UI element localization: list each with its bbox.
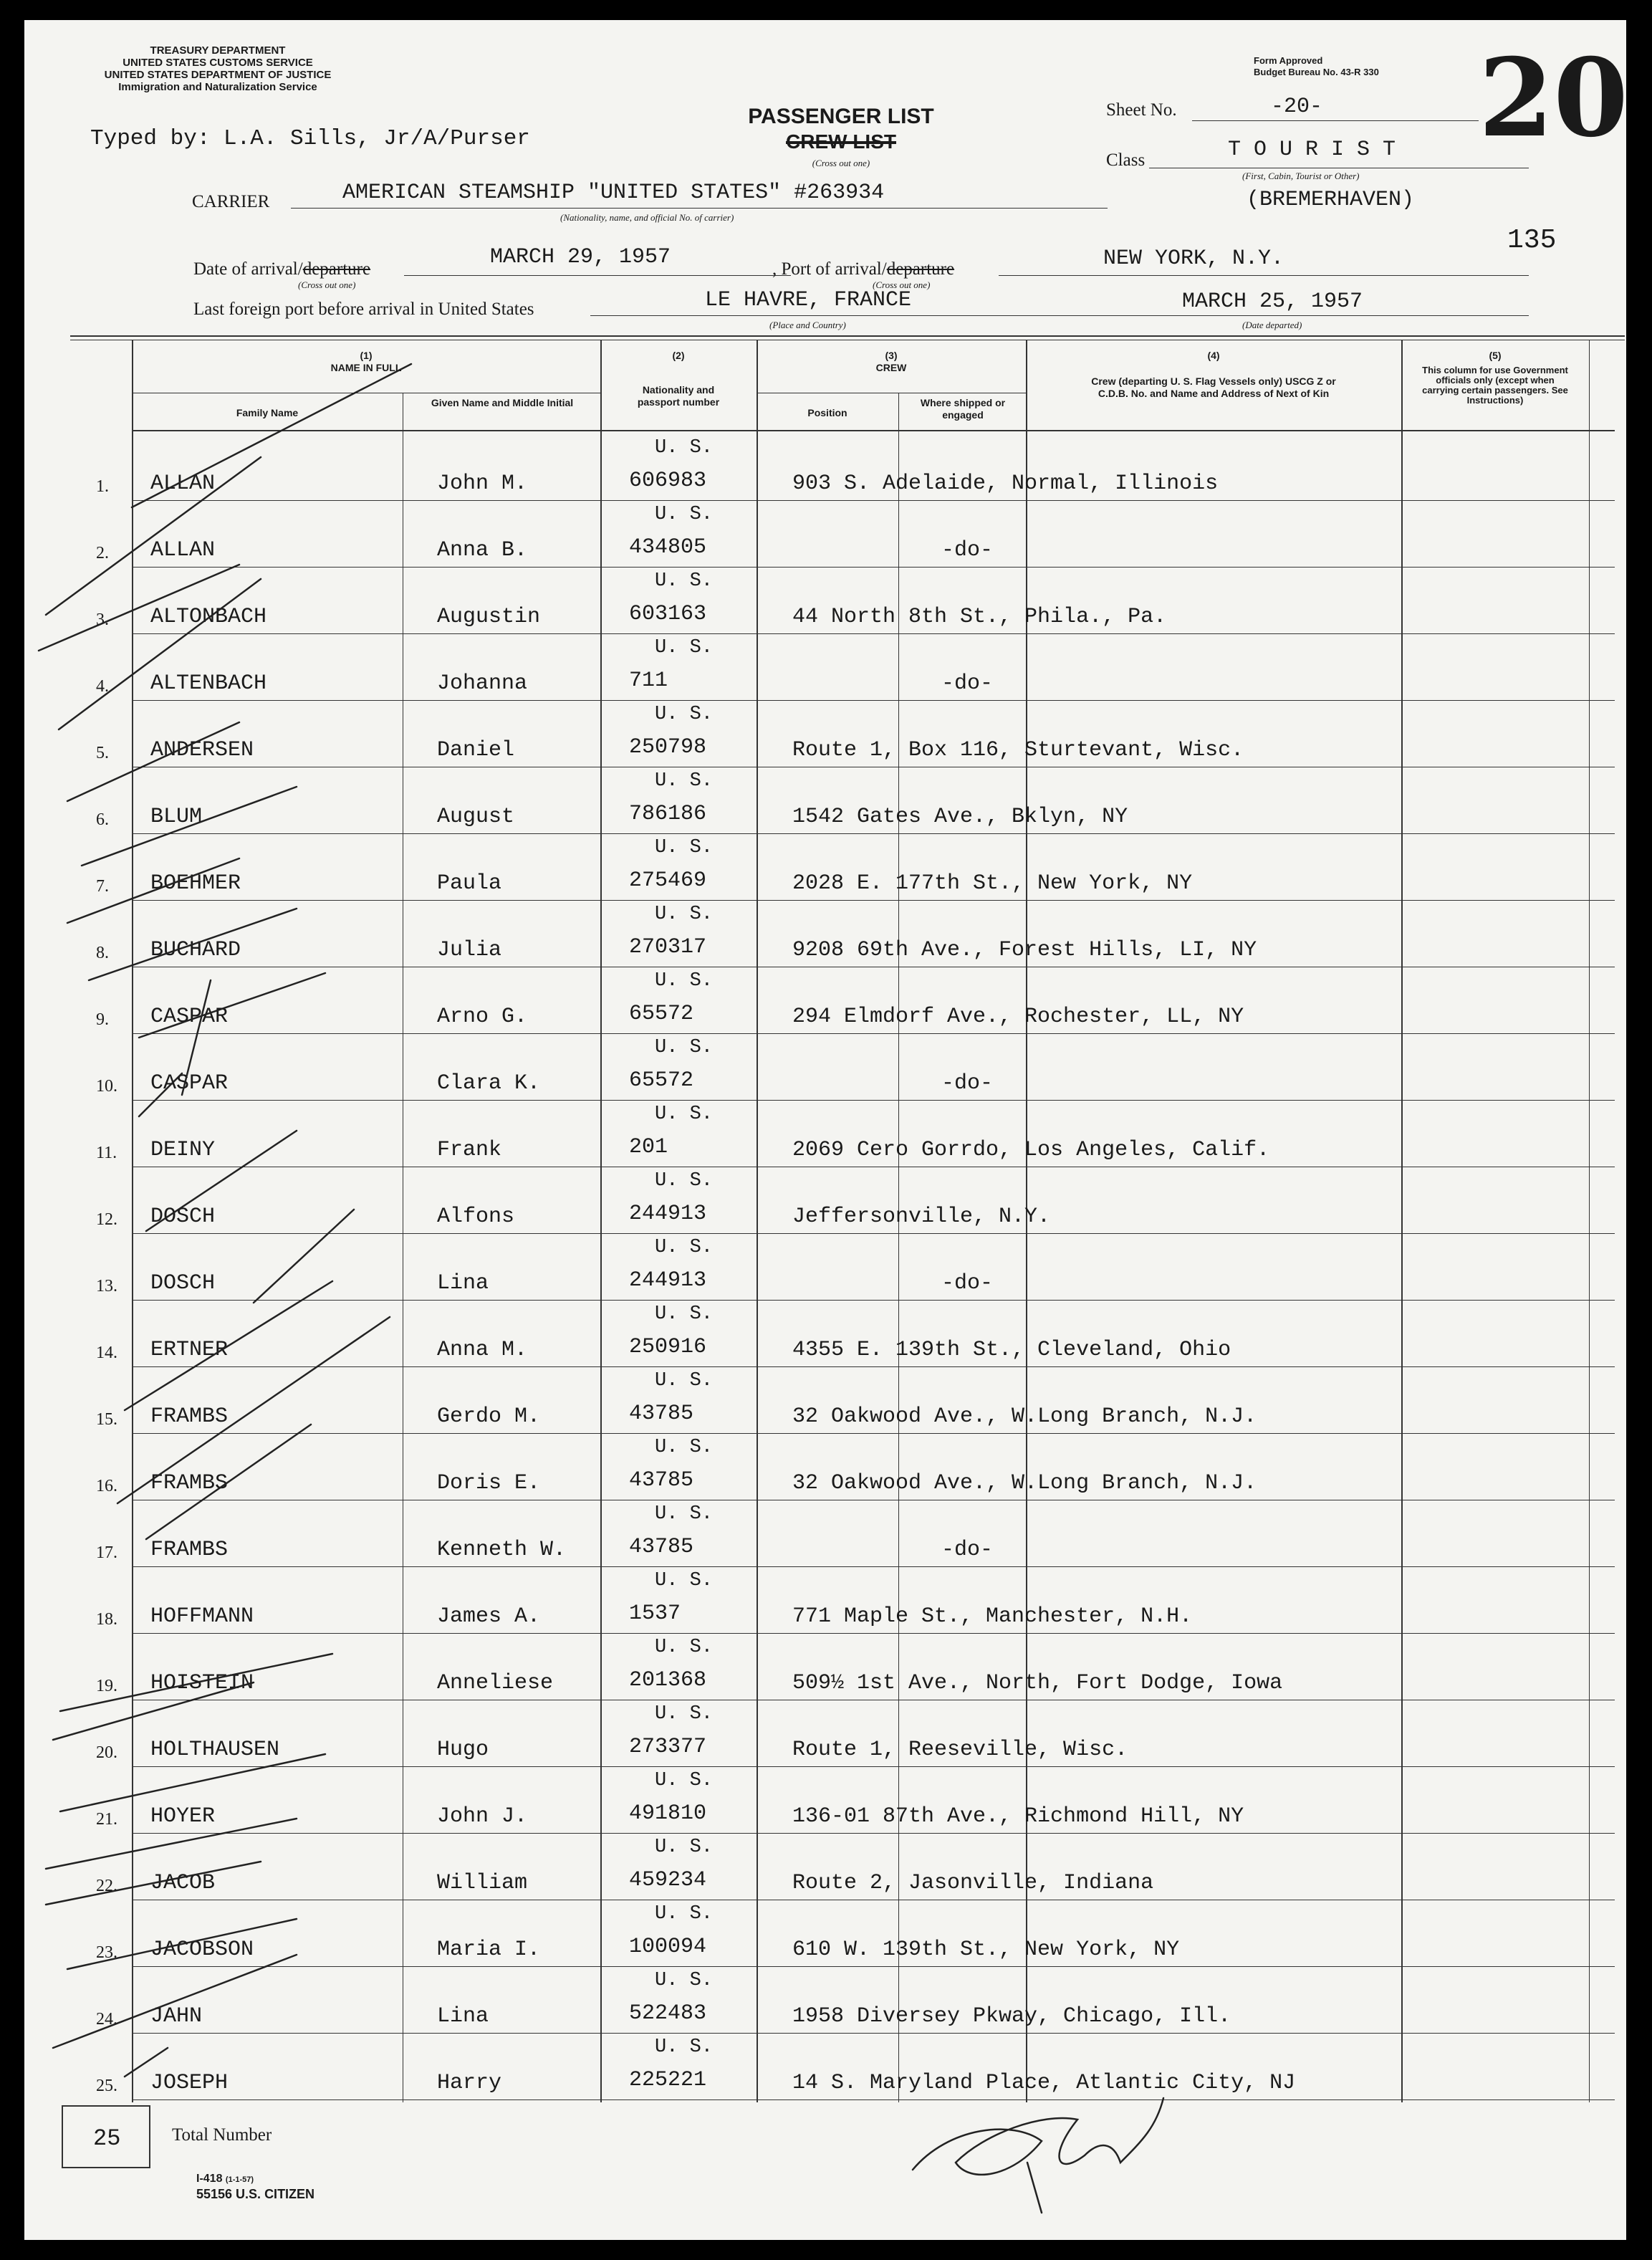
last-port-label: Last foreign port before arrival in United States [193, 300, 534, 319]
passenger-list-document [24, 20, 1626, 2240]
date-departed-note: (Date departed) [1242, 320, 1302, 330]
passport-number: 201 [629, 1135, 668, 1159]
given-name: Lina [437, 2004, 489, 2029]
given-name: Anna M. [437, 1338, 528, 1362]
row-number: 18. [96, 1610, 117, 1629]
class-extra: (BREMERHAVEN) [1247, 188, 1415, 212]
family-name: ALTENBACH [150, 671, 267, 696]
col4-number: (4) [1207, 350, 1220, 361]
nationality: U. S. [655, 1503, 714, 1525]
row-number: 12. [96, 1210, 117, 1229]
row-number: 1. [96, 477, 109, 496]
address-next-of-kin: Route 2, Jasonville, Indiana [792, 1871, 1154, 1895]
given-name: Paula [437, 871, 502, 896]
row-number: 24. [96, 2010, 117, 2029]
family-name: FRAMBS [150, 1471, 229, 1495]
given-name: Julia [437, 938, 502, 962]
passport-number: 711 [629, 669, 668, 693]
given-name: Harry [437, 2071, 502, 2095]
agency-line-4: Immigration and Naturalization Service [118, 81, 317, 93]
passport-number: 100094 [629, 1935, 707, 1959]
address-next-of-kin: Route 1, Reeseville, Wisc. [792, 1738, 1128, 1762]
given-name: Arno G. [437, 1005, 528, 1029]
address-next-of-kin: Jeffersonville, N.Y. [792, 1205, 1051, 1229]
family-name: CASPAR [150, 1071, 229, 1096]
row-number: 9. [96, 1010, 109, 1029]
address-next-of-kin: -do- [941, 671, 994, 696]
total-label: Total Number [172, 2125, 272, 2145]
row-number: 10. [96, 1077, 117, 1096]
row-number: 6. [96, 810, 109, 829]
address-next-of-kin: -do- [941, 1071, 994, 1096]
nationality: U. S. [655, 570, 714, 592]
handwritten-marks [24, 20, 1626, 2240]
nationality: U. S. [655, 704, 714, 725]
row-number: 20. [96, 1743, 117, 1762]
row-number: 16. [96, 1477, 117, 1495]
passport-number: 270317 [629, 935, 707, 959]
row-number: 4. [96, 677, 109, 696]
col1-title: NAME IN FULL [330, 362, 402, 373]
family-name: HOLTHAUSEN [150, 1738, 280, 1762]
given-name: John M. [437, 471, 528, 496]
row-number: 5. [96, 744, 109, 762]
form-title-struck: CREW LIST [786, 130, 896, 153]
given-name: Hugo [437, 1738, 489, 1762]
date-struck: departure [302, 259, 371, 279]
class-note: (First, Cabin, Tourist or Other) [1242, 171, 1360, 181]
passport-number: 65572 [629, 1068, 694, 1093]
address-next-of-kin: 1542 Gates Ave., Bklyn, NY [792, 805, 1128, 829]
carrier-label: CARRIER [192, 192, 270, 211]
nationality: U. S. [655, 1170, 714, 1192]
passport-number: 786186 [629, 802, 707, 826]
family-name: ALLAN [150, 538, 216, 562]
given-name: Lina [437, 1271, 489, 1296]
passport-number: 43785 [629, 1535, 694, 1559]
typed-by: Typed by: L.A. Sills, Jr/A/Purser [90, 126, 530, 151]
total-value: 25 [93, 2125, 121, 2152]
given-name: John J. [437, 1804, 528, 1829]
address-next-of-kin: 4355 E. 139th St., Cleveland, Ohio [792, 1338, 1231, 1362]
nationality: U. S. [655, 1770, 714, 1791]
family-name: JACOBSON [150, 1938, 254, 1962]
passport-number: 606983 [629, 469, 707, 493]
nationality: U. S. [655, 1370, 714, 1392]
passport-number: 244913 [629, 1202, 707, 1226]
given-name: Kenneth W. [437, 1538, 567, 1562]
passport-number: 244913 [629, 1268, 707, 1293]
form-number: I-418 (1-1-57) [196, 2173, 254, 2185]
row-number: 13. [96, 1277, 117, 1296]
given-name: Alfons [437, 1205, 515, 1229]
date-departed-value: MARCH 25, 1957 [1182, 289, 1363, 314]
passport-number: 273377 [629, 1735, 707, 1759]
nationality: U. S. [655, 1437, 714, 1458]
carrier-note: (Nationality, name, and official No. of carrier) [560, 212, 734, 223]
form-approved: Form Approved [1254, 55, 1323, 66]
nationality: U. S. [655, 1970, 714, 1991]
address-next-of-kin: 32 Oakwood Ave., W.Long Branch, N.J. [792, 1471, 1257, 1495]
agency-line-3: UNITED STATES DEPARTMENT OF JUSTICE [104, 69, 332, 81]
address-next-of-kin: 32 Oakwood Ave., W.Long Branch, N.J. [792, 1404, 1257, 1429]
nationality: U. S. [655, 837, 714, 858]
family-name: JACOB [150, 1871, 216, 1895]
given-name: Frank [437, 1138, 502, 1162]
row-number: 15. [96, 1410, 117, 1429]
nationality: U. S. [655, 1103, 714, 1125]
family-name: HOISTEIN [150, 1671, 254, 1695]
family-name: ALTONBACH [150, 605, 267, 629]
given-name: Doris E. [437, 1471, 541, 1495]
col2-number: (2) [672, 350, 685, 361]
family-name: BUCHARD [150, 938, 241, 962]
address-next-of-kin: 610 W. 139th St., New York, NY [792, 1938, 1180, 1962]
sheet-label: Sheet No. [1106, 100, 1177, 120]
family-name: BLUM [150, 805, 203, 829]
family-name: HOYER [150, 1804, 216, 1829]
row-number: 22. [96, 1877, 117, 1895]
passport-number: 1537 [629, 1601, 681, 1626]
family-name: HOFFMANN [150, 1604, 254, 1629]
col5-number: (5) [1489, 350, 1502, 361]
address-next-of-kin: -do- [941, 538, 994, 562]
col4-text: Crew (departing U. S. Flag Vessels only) USCG Z or C.D.B. No. and Name and Address of Next of Kin [1091, 375, 1336, 399]
family-name: JAHN [150, 2004, 203, 2029]
family-name: DOSCH [150, 1271, 216, 1296]
passport-number: 250916 [629, 1335, 707, 1359]
last-port-note: (Place and Country) [769, 320, 846, 330]
nationality: U. S. [655, 970, 714, 992]
carrier-value: AMERICAN STEAMSHIP "UNITED STATES" #263934 [342, 181, 885, 205]
agency-line-2: UNITED STATES CUSTOMS SERVICE [123, 57, 313, 69]
agency-line-1: TREASURY DEPARTMENT [150, 44, 286, 57]
family-name: FRAMBS [150, 1404, 229, 1429]
address-next-of-kin: -do- [941, 1538, 994, 1562]
address-next-of-kin: 294 Elmdorf Ave., Rochester, LL, NY [792, 1005, 1244, 1029]
cross-out-note: (Cross out one) [812, 158, 870, 168]
nationality: U. S. [655, 504, 714, 525]
passport-number: 43785 [629, 1468, 694, 1493]
page-number: 135 [1507, 225, 1557, 256]
passport-number: 603163 [629, 602, 707, 626]
footer-code: 55156 U.S. CITIZEN [196, 2187, 315, 2201]
address-next-of-kin: 44 North 8th St., Phila., Pa. [792, 605, 1167, 629]
row-number: 14. [96, 1344, 117, 1362]
row-number: 23. [96, 1943, 117, 1962]
date-label: Date of arrival/departure [193, 259, 371, 279]
passport-number: 491810 [629, 1801, 707, 1826]
port-label: , Port of arrival/departure [772, 259, 955, 279]
address-next-of-kin: 2028 E. 177th St., New York, NY [792, 871, 1193, 896]
given-name: William [437, 1871, 528, 1895]
port-struck: departure [886, 259, 955, 279]
address-next-of-kin: 136-01 87th Ave., Richmond Hill, NY [792, 1804, 1244, 1829]
date-cross-note: (Cross out one) [298, 279, 356, 290]
position-header: Position [807, 407, 847, 418]
nationality: U. S. [655, 2036, 714, 2058]
passport-number: 201368 [629, 1668, 707, 1692]
nationality: U. S. [655, 1637, 714, 1658]
passport-number: 434805 [629, 535, 707, 560]
crew-title: CREW [875, 362, 907, 373]
family-name: CASPAR [150, 1005, 229, 1029]
address-next-of-kin: 509½ 1st Ave., North, Fort Dodge, Iowa [792, 1671, 1283, 1695]
row-number: 25. [96, 2077, 117, 2095]
row-number: 17. [96, 1543, 117, 1562]
budget-bureau: Budget Bureau No. 43-R 330 [1254, 67, 1379, 77]
given-name: Gerdo M. [437, 1404, 541, 1429]
class-value: T O U R I S T [1228, 138, 1396, 162]
address-next-of-kin: 903 S. Adelaide, Normal, Illinois [792, 471, 1219, 496]
nationality: U. S. [655, 437, 714, 459]
port-value: NEW YORK, N.Y. [1103, 246, 1284, 271]
last-port-value: LE HAVRE, FRANCE [705, 288, 912, 312]
col5-text: This column for use Government officials only (except when carrying certain passengers. See Instructions) [1422, 365, 1568, 406]
col3-number: (3) [885, 350, 898, 361]
row-number: 8. [96, 944, 109, 962]
nationality: U. S. [655, 1303, 714, 1325]
form-title: PASSENGER LIST [748, 105, 934, 128]
row-number: 3. [96, 611, 109, 629]
given-name: Anna B. [437, 538, 528, 562]
nationality-header: Nationality and passport number [637, 384, 720, 408]
nationality: U. S. [655, 904, 714, 925]
nationality: U. S. [655, 1237, 714, 1258]
family-name: JOSEPH [150, 2071, 229, 2095]
family-name: DEINY [150, 1138, 216, 1162]
row-number: 2. [96, 544, 109, 562]
family-name: DOSCH [150, 1205, 216, 1229]
shipped-header: Where shipped or engaged [920, 397, 1006, 421]
given-name: James A. [437, 1604, 541, 1629]
given-name: Anneliese [437, 1671, 554, 1695]
row-number: 11. [96, 1144, 117, 1162]
given-name: Maria I. [437, 1938, 541, 1962]
passport-number: 275469 [629, 868, 707, 893]
family-name: FRAMBS [150, 1538, 229, 1562]
family-name: ERTNER [150, 1338, 229, 1362]
address-next-of-kin: 1958 Diversey Pkway, Chicago, Ill. [792, 2004, 1231, 2029]
nationality: U. S. [655, 1703, 714, 1725]
row-number: 19. [96, 1677, 117, 1695]
nationality: U. S. [655, 1570, 714, 1591]
sheet-value: -20- [1271, 95, 1323, 119]
family-name: ALLAN [150, 471, 216, 496]
address-next-of-kin: 9208 69th Ave., Forest Hills, LI, NY [792, 938, 1257, 962]
passport-number: 65572 [629, 1002, 694, 1026]
given-name: Daniel [437, 738, 515, 762]
family-name: BOEHMER [150, 871, 241, 896]
nationality: U. S. [655, 1837, 714, 1858]
family-name: ANDERSEN [150, 738, 254, 762]
date-value: MARCH 29, 1957 [490, 245, 671, 269]
form-date: (1-1-57) [225, 2175, 254, 2184]
nationality: U. S. [655, 1037, 714, 1058]
port-cross-note: (Cross out one) [873, 279, 931, 290]
row-number: 21. [96, 1810, 117, 1829]
given-header: Given Name and Middle Initial [431, 397, 574, 408]
row-number: 7. [96, 877, 109, 896]
nationality: U. S. [655, 637, 714, 659]
passport-number: 225221 [629, 2068, 707, 2092]
given-name: Johanna [437, 671, 528, 696]
passport-number: 250798 [629, 735, 707, 760]
address-next-of-kin: 14 S. Maryland Place, Atlantic City, NJ [792, 2071, 1296, 2095]
nationality: U. S. [655, 770, 714, 792]
address-next-of-kin: Route 1, Box 116, Sturtevant, Wisc. [792, 738, 1244, 762]
given-name: August [437, 805, 515, 829]
address-next-of-kin: -do- [941, 1271, 994, 1296]
given-name: Clara K. [437, 1071, 541, 1096]
nationality: U. S. [655, 1903, 714, 1925]
passport-number: 459234 [629, 1868, 707, 1892]
stamp-number: 20 [1479, 35, 1628, 161]
col1-number: (1) [360, 350, 373, 361]
family-header: Family Name [236, 407, 299, 418]
given-name: Augustin [437, 605, 541, 629]
address-next-of-kin: 771 Maple St., Manchester, N.H. [792, 1604, 1193, 1629]
address-next-of-kin: 2069 Cero Gorrdo, Los Angeles, Calif. [792, 1138, 1270, 1162]
passport-number: 43785 [629, 1402, 694, 1426]
passport-number: 522483 [629, 2001, 707, 2026]
class-label: Class [1106, 150, 1146, 170]
